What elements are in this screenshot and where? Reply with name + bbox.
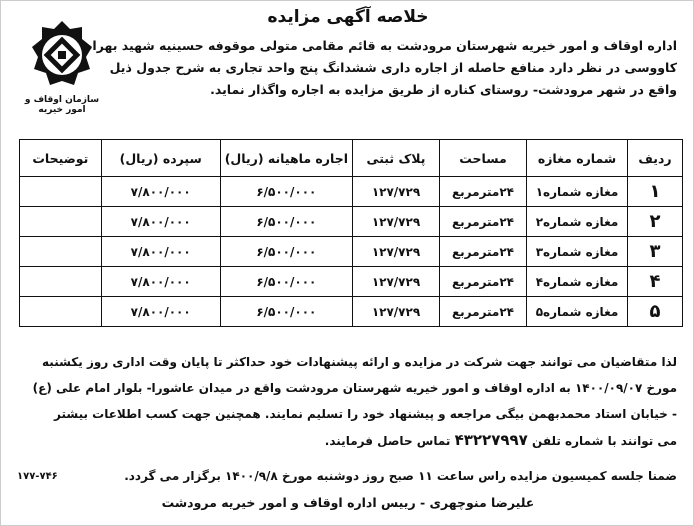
cell-area: ۲۴مترمربع <box>440 237 527 267</box>
intro-line: واقع در شهر مرودشت- روستای کناره از طریق مزایده به اجاره واگذار نماید. <box>210 82 677 97</box>
table-row <box>20 297 683 327</box>
phone-number: ۴۳۲۲۷۹۹۷ <box>454 431 528 449</box>
logo-caption: سازمان اوقاف و امور خیریه <box>24 95 100 115</box>
organization-logo <box>19 15 105 115</box>
instructions-line: مورخ ۱۴۰۰/۰۹/۰۷ به اداره اوقاف و امور خیریه شهرستان مرودشت واقع در میدان عاشورا- بلوار امام علی (ع) <box>32 381 677 395</box>
cell-notes <box>20 207 102 237</box>
cell-deposit: ۷/۸۰۰/۰۰۰ <box>101 237 220 267</box>
cell-area: ۲۴مترمربع <box>440 177 527 207</box>
cell-row-number: ۵ <box>628 297 683 327</box>
signature: علیرضا منوچهری - رییس اداره اوقاف و امور خیریه مرودشت <box>161 495 535 510</box>
cell-deposit: ۷/۸۰۰/۰۰۰ <box>101 297 220 327</box>
cell-shop-number: مغازه شماره۳ <box>527 237 628 267</box>
cell-monthly-rent: ۶/۵۰۰/۰۰۰ <box>220 267 352 297</box>
notice-code: ۱۷۷-۷۴۶ <box>17 471 58 482</box>
cell-area: ۲۴مترمربع <box>440 267 527 297</box>
cell-deposit: ۷/۸۰۰/۰۰۰ <box>101 177 220 207</box>
commission-note: ضمنا جلسه کمیسیون مزایده راس ساعت ۱۱ صبح روز دوشنبه مورخ ۱۴۰۰/۹/۸ برگزار می گردد. <box>124 469 677 483</box>
instructions-line: - خیابان استاد محمدبهمن بیگی مراجعه و پیشنهاد خود را تسلیم نمایند. همچنین جهت کسب اطلاعات بیشتر <box>54 407 677 421</box>
cell-row-number: ۱ <box>628 177 683 207</box>
intro-line: کاووسی در نظر دارد منافع حاصله از اجاره داری ششدانگ پنج واحد تجاری به شرح جدول ذیل <box>109 60 677 75</box>
cell-plaque: ۱۲۷/۷۲۹ <box>353 267 440 297</box>
header-plaque: پلاک ثبتی <box>353 140 440 177</box>
cell-shop-number: مغازه شماره۱ <box>527 177 628 207</box>
cell-deposit: ۷/۸۰۰/۰۰۰ <box>101 267 220 297</box>
cell-monthly-rent: ۶/۵۰۰/۰۰۰ <box>220 207 352 237</box>
notice-title: خلاصه آگهی مزایده <box>267 7 429 27</box>
cell-monthly-rent: ۶/۵۰۰/۰۰۰ <box>220 297 352 327</box>
cell-monthly-rent: ۶/۵۰۰/۰۰۰ <box>220 177 352 207</box>
cell-area: ۲۴مترمربع <box>440 297 527 327</box>
header-monthly-rent: اجاره ماهیانه (ریال) <box>220 140 352 177</box>
cell-plaque: ۱۲۷/۷۲۹ <box>353 297 440 327</box>
header-shop-number: شماره مغازه <box>527 140 628 177</box>
table-row <box>20 237 683 267</box>
table-row <box>20 267 683 297</box>
header-row-number: ردیف <box>628 140 683 177</box>
cell-row-number: ۳ <box>628 237 683 267</box>
cell-notes <box>20 177 102 207</box>
cell-area: ۲۴مترمربع <box>440 207 527 237</box>
cell-notes <box>20 237 102 267</box>
cell-shop-number: مغازه شماره۵ <box>527 297 628 327</box>
cell-notes <box>20 297 102 327</box>
header-deposit: سپرده (ریال) <box>101 140 220 177</box>
instructions-paragraph <box>13 349 677 454</box>
cell-plaque: ۱۲۷/۷۲۹ <box>353 207 440 237</box>
header-area: مساحت <box>440 140 527 177</box>
cell-deposit: ۷/۸۰۰/۰۰۰ <box>101 207 220 237</box>
cell-row-number: ۲ <box>628 207 683 237</box>
auction-table <box>19 139 683 327</box>
contact-line <box>13 427 677 454</box>
cell-plaque: ۱۲۷/۷۲۹ <box>353 177 440 207</box>
cell-row-number: ۴ <box>628 267 683 297</box>
cell-plaque: ۱۲۷/۷۲۹ <box>353 237 440 267</box>
table-row <box>20 177 683 207</box>
cell-shop-number: مغازه شماره۴ <box>527 267 628 297</box>
cell-notes <box>20 267 102 297</box>
cell-monthly-rent: ۶/۵۰۰/۰۰۰ <box>220 237 352 267</box>
header-notes: توضیحات <box>20 140 102 177</box>
contact-prefix: می توانند با <box>607 434 677 448</box>
intro-line: اداره اوقاف و امور خیریه شهرستان مرودشت به قائم مقامی متولی موقوفه حسینیه شهید بهرام <box>83 38 677 53</box>
intro-paragraph <box>83 35 677 101</box>
cell-shop-number: مغازه شماره۲ <box>527 207 628 237</box>
table-row <box>20 207 683 237</box>
instructions-line: لذا متقاضیان می توانند جهت شرکت در مزایده و ارائه پیشنهادات خود حداکثر تا پایان وقت اداری روز یکشنبه <box>42 355 677 369</box>
table-header-row <box>20 140 683 177</box>
contact-suffix: تماس حاصل فرمایند. <box>324 434 451 448</box>
phone-label: شماره تلفن <box>532 434 604 448</box>
